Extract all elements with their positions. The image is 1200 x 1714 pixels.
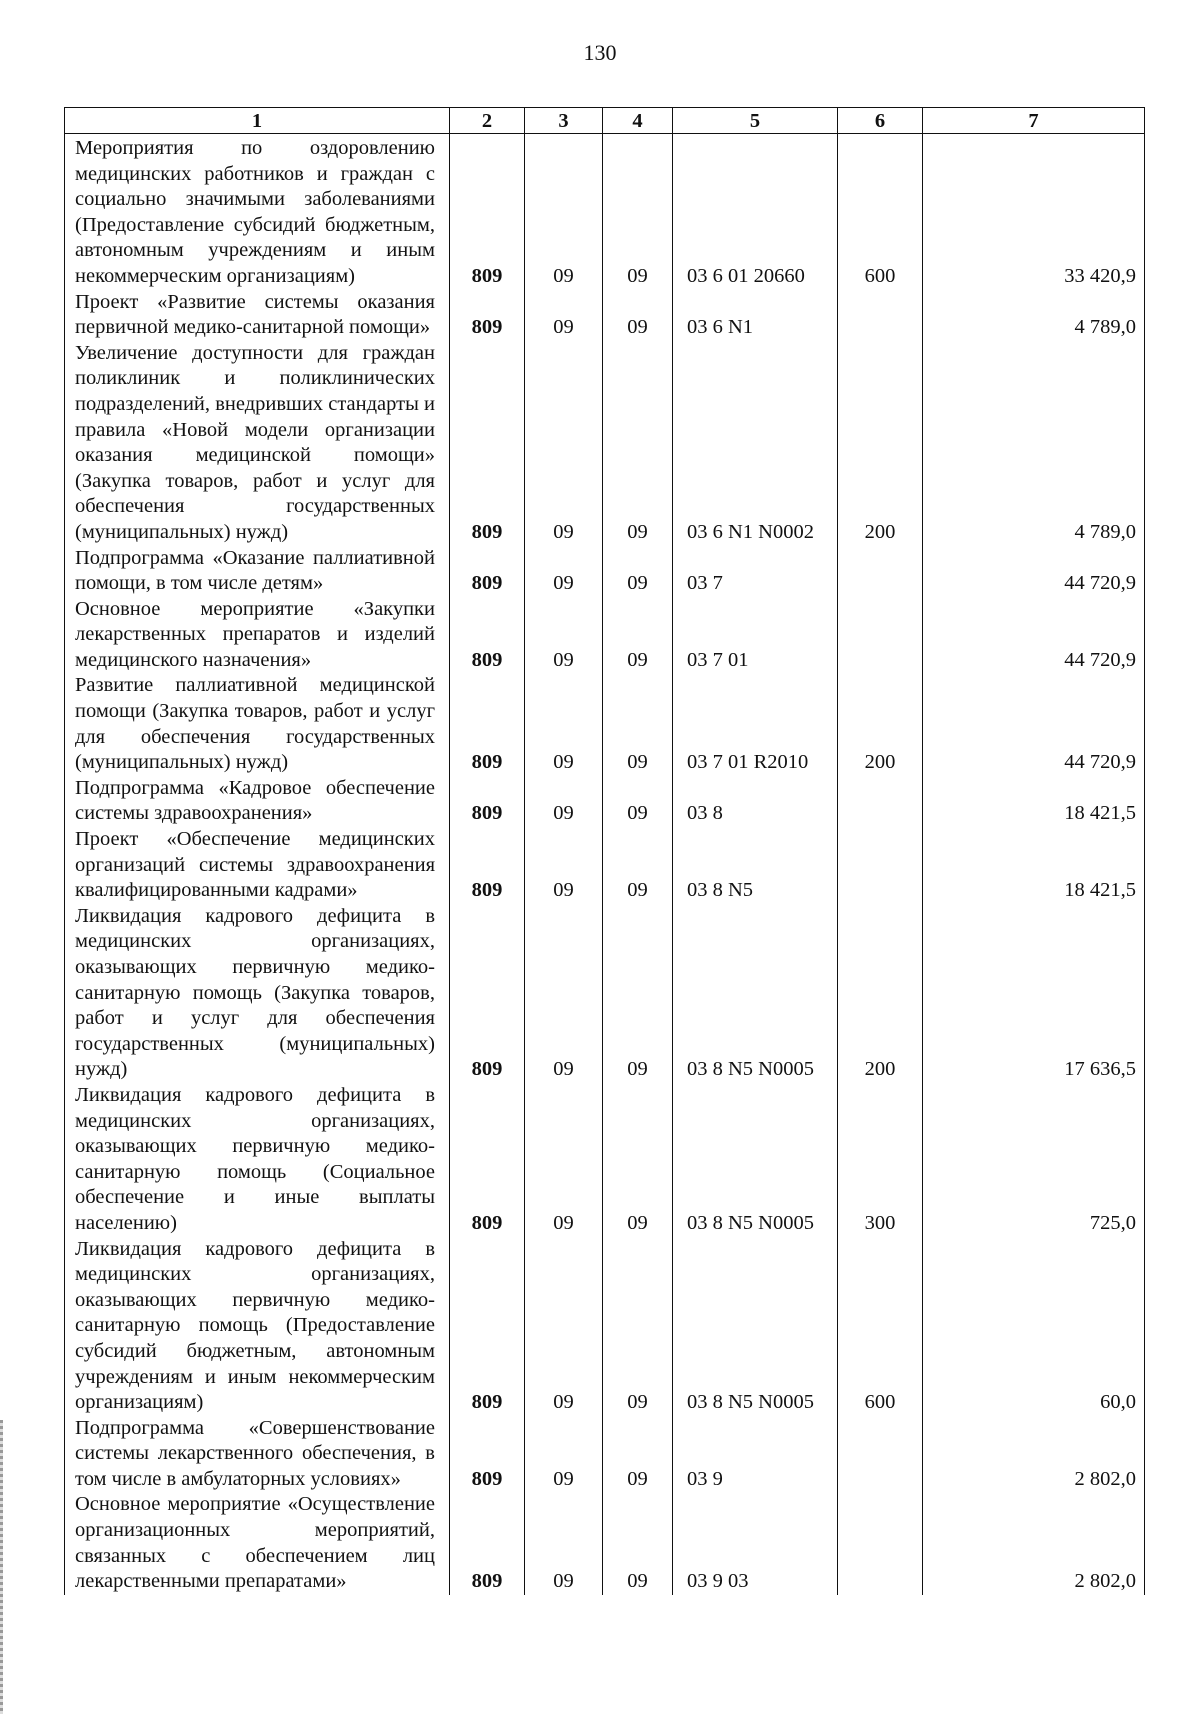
row-name: Увеличение доступности для граждан поликлиник и поликлинических подразделений, внедривших стандарты и правила «Новой модели организации оказания медицинской помощи» (Закупка товаров, работ и услуг для обеспечения государственных (муниципальных) нужд): [65, 341, 450, 546]
ministry-code: 809: [450, 290, 525, 341]
ministry-code: 809: [450, 776, 525, 827]
amount: 2 802,0: [923, 1492, 1145, 1594]
row-name: Подпрограмма «Кадровое обеспечение системы здравоохранения»: [65, 776, 450, 827]
budget-table: [64, 107, 1145, 1595]
subsection-code: 09: [603, 1416, 673, 1493]
expense-type-code: [838, 546, 923, 597]
target-article-code: 03 7 01: [673, 597, 838, 674]
target-article-code: 03 9: [673, 1416, 838, 1493]
ministry-code: 809: [450, 597, 525, 674]
column-header-3: 3: [525, 108, 603, 134]
ministry-code: 809: [450, 546, 525, 597]
amount: 44 720,9: [923, 597, 1145, 674]
amount: 4 789,0: [923, 341, 1145, 546]
row-name: Мероприятия по оздоровлению медицинских работников и граждан с социально значимыми заболеваниями (Предоставление субсидий бюджетным, автономным учреждениям и иным некоммерческим организациям): [65, 134, 450, 290]
subsection-code: 09: [603, 1083, 673, 1237]
expense-type-code: 200: [838, 341, 923, 546]
target-article-code: 03 6 N1: [673, 290, 838, 341]
section-code: 09: [525, 1416, 603, 1493]
row-name: Основное мероприятие «Осуществление организационных мероприятий, связанных с обеспечением лиц лекарственными препаратами»: [65, 1492, 450, 1594]
column-header-4: 4: [603, 108, 673, 134]
row-name: Проект «Обеспечение медицинских организаций системы здравоохранения квалифицированными кадрами»: [65, 827, 450, 904]
ministry-code: 809: [450, 341, 525, 546]
ministry-code: 809: [450, 673, 525, 775]
section-code: 09: [525, 341, 603, 546]
table-row: [65, 597, 1145, 674]
target-article-code: 03 8 N5 N0005: [673, 904, 838, 1083]
subsection-code: 09: [603, 546, 673, 597]
header-row: [65, 108, 1145, 134]
ministry-code: 809: [450, 904, 525, 1083]
expense-type-code: [838, 827, 923, 904]
row-name: Подпрограмма «Совершенствование системы лекарственного обеспечения, в том числе в амбулаторных условиях»: [65, 1416, 450, 1493]
row-name: Развитие паллиативной медицинской помощи (Закупка товаров, работ и услуг для обеспечения государственных (муниципальных) нужд): [65, 673, 450, 775]
section-code: 09: [525, 597, 603, 674]
table-row: [65, 1416, 1145, 1493]
table-row: [65, 904, 1145, 1083]
target-article-code: 03 8 N5 N0005: [673, 1237, 838, 1416]
expense-type-code: 600: [838, 1237, 923, 1416]
section-code: 09: [525, 134, 603, 290]
table-row: [65, 827, 1145, 904]
section-code: 09: [525, 1083, 603, 1237]
column-header-2: 2: [450, 108, 525, 134]
section-code: 09: [525, 827, 603, 904]
ministry-code: 809: [450, 1237, 525, 1416]
expense-type-code: [838, 1416, 923, 1493]
target-article-code: 03 8 N5: [673, 827, 838, 904]
table-row: [65, 673, 1145, 775]
section-code: 09: [525, 1492, 603, 1594]
section-code: 09: [525, 776, 603, 827]
section-code: 09: [525, 904, 603, 1083]
ministry-code: 809: [450, 1083, 525, 1237]
ministry-code: 809: [450, 827, 525, 904]
table-row: [65, 1237, 1145, 1416]
subsection-code: 09: [603, 904, 673, 1083]
row-name: Ликвидация кадрового дефицита в медицинских организациях, оказывающих первичную медико-санитарную помощь (Закупка товаров, работ и услуг для обеспечения государственных (муниципальных) нужд): [65, 904, 450, 1083]
row-name: Ликвидация кадрового дефицита в медицинских организациях, оказывающих первичную медико-санитарную помощь (Предоставление субсидий бюджетным, автономным учреждениям и иным некоммерческим организациям): [65, 1237, 450, 1416]
expense-type-code: [838, 597, 923, 674]
ministry-code: 809: [450, 134, 525, 290]
amount: 18 421,5: [923, 827, 1145, 904]
expense-type-code: 200: [838, 673, 923, 775]
section-code: 09: [525, 290, 603, 341]
page-number: 130: [583, 40, 617, 65]
subsection-code: 09: [603, 1492, 673, 1594]
table-row: [65, 776, 1145, 827]
subsection-code: 09: [603, 341, 673, 546]
section-code: 09: [525, 546, 603, 597]
subsection-code: 09: [603, 134, 673, 290]
column-header-5: 5: [673, 108, 838, 134]
subsection-code: 09: [603, 597, 673, 674]
amount: 2 802,0: [923, 1416, 1145, 1493]
target-article-code: 03 7: [673, 546, 838, 597]
table-row: [65, 1492, 1145, 1594]
target-article-code: 03 6 N1 N0002: [673, 341, 838, 546]
row-name: Основное мероприятие «Закупки лекарственных препаратов и изделий медицинского назначения»: [65, 597, 450, 674]
amount: 60,0: [923, 1237, 1145, 1416]
table-row: [65, 290, 1145, 341]
table-row: [65, 341, 1145, 546]
expense-type-code: [838, 776, 923, 827]
subsection-code: 09: [603, 1237, 673, 1416]
target-article-code: 03 9 03: [673, 1492, 838, 1594]
table-row: [65, 1083, 1145, 1237]
ministry-code: 809: [450, 1416, 525, 1493]
expense-type-code: 300: [838, 1083, 923, 1237]
section-code: 09: [525, 673, 603, 775]
table-row: [65, 134, 1145, 290]
section-code: 09: [525, 1237, 603, 1416]
amount: 44 720,9: [923, 546, 1145, 597]
amount: 17 636,5: [923, 904, 1145, 1083]
amount: 44 720,9: [923, 673, 1145, 775]
ministry-code: 809: [450, 1492, 525, 1594]
row-name: Ликвидация кадрового дефицита в медицинских организациях, оказывающих первичную медико-санитарную помощь (Социальное обеспечение и иные выплаты населению): [65, 1083, 450, 1237]
row-name: Проект «Развитие системы оказания первичной медико-санитарной помощи»: [65, 290, 450, 341]
subsection-code: 09: [603, 290, 673, 341]
column-header-6: 6: [838, 108, 923, 134]
target-article-code: 03 7 01 R2010: [673, 673, 838, 775]
expense-type-code: [838, 290, 923, 341]
expense-type-code: 200: [838, 904, 923, 1083]
table-row: [65, 546, 1145, 597]
subsection-code: 09: [603, 776, 673, 827]
scan-edge-artifact: [0, 1420, 3, 1714]
amount: 725,0: [923, 1083, 1145, 1237]
subsection-code: 09: [603, 827, 673, 904]
amount: 4 789,0: [923, 290, 1145, 341]
target-article-code: 03 8 N5 N0005: [673, 1083, 838, 1237]
expense-type-code: [838, 1492, 923, 1594]
subsection-code: 09: [603, 673, 673, 775]
column-header-1: 1: [65, 108, 450, 134]
row-name: Подпрограмма «Оказание паллиативной помощи, в том числе детям»: [65, 546, 450, 597]
column-header-7: 7: [923, 108, 1145, 134]
amount: 33 420,9: [923, 134, 1145, 290]
target-article-code: 03 6 01 20660: [673, 134, 838, 290]
target-article-code: 03 8: [673, 776, 838, 827]
amount: 18 421,5: [923, 776, 1145, 827]
expense-type-code: 600: [838, 134, 923, 290]
